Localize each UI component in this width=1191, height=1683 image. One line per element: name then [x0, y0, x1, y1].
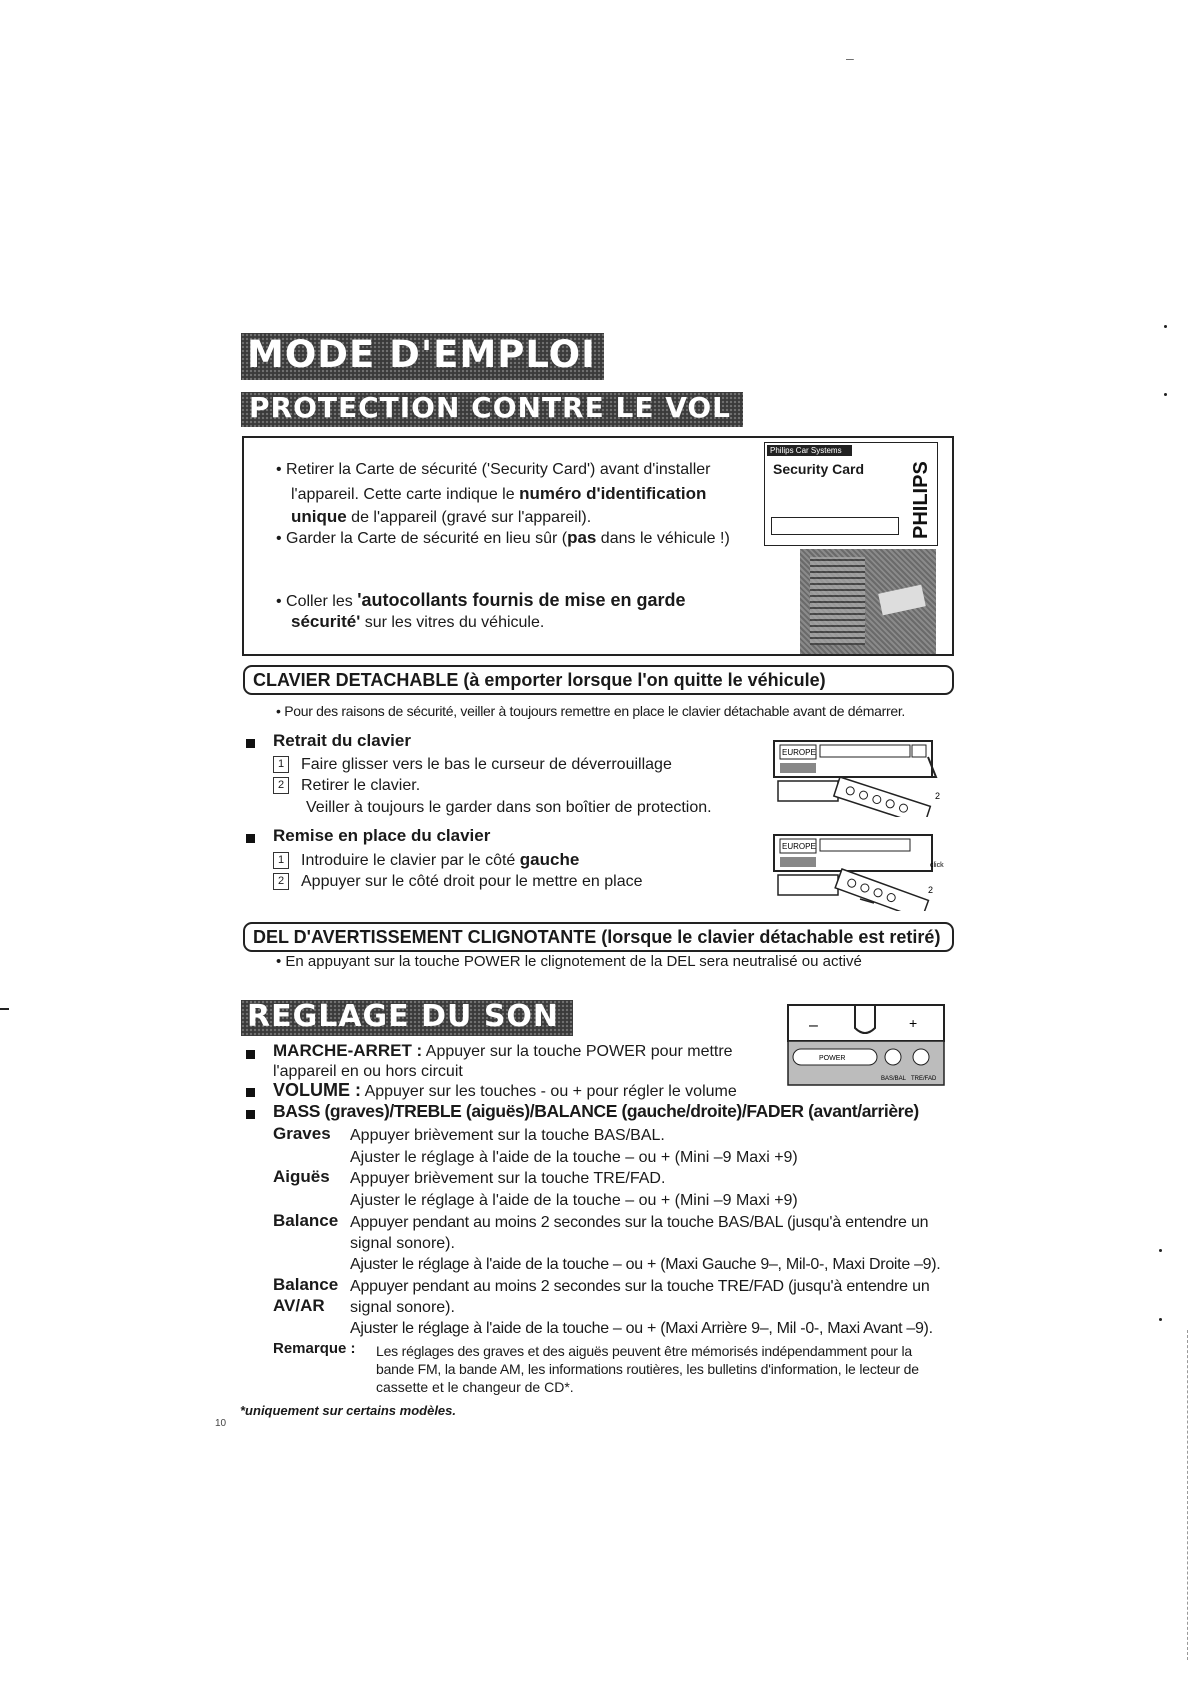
bullet-square	[246, 1088, 255, 1097]
volume-text: Appuyer sur les touches - ou + pour régler le volume	[361, 1083, 737, 1100]
volume	[273, 1080, 737, 1102]
balance-avar-label-1: Balance	[273, 1275, 339, 1294]
bullet-square	[246, 739, 255, 748]
remise-title: Remise en place du clavier	[273, 826, 491, 845]
scan-speck	[1159, 1249, 1162, 1252]
graves-line-1: Appuyer brièvement sur la touche BAS/BAL.	[350, 1127, 665, 1144]
protection-heading: PROTECTION CONTRE LE VOL	[241, 392, 743, 427]
protection-text: • Coller les	[276, 593, 358, 610]
son-heading: REGLAGE DU SON	[241, 1000, 573, 1036]
protection-bullet-1-line2	[291, 483, 706, 505]
footnote: *uniquement sur certains modèles.	[240, 1403, 457, 1418]
remarque-line-2: bande FM, la bande AM, les informations routières, les bulletins d'information, le lecteur de	[376, 1361, 919, 1377]
radio-removal-illustration	[770, 737, 946, 817]
remarque-line-3: cassette et le changeur de CD*.	[376, 1379, 574, 1395]
svg-text:EUROPE: EUROPE	[782, 842, 816, 851]
protection-text: dans le véhicule !)	[596, 530, 730, 547]
security-card-illustration	[764, 442, 938, 546]
marche-label: MARCHE-ARRET :	[273, 1041, 423, 1060]
radio-insert-illustration	[770, 831, 946, 911]
clavier-heading: CLAVIER DETACHABLE (à emporter lorsque l'on quitte le véhicule)	[243, 665, 954, 695]
step-text: Retirer le clavier.	[301, 777, 421, 794]
protection-bold-text: numéro d'identification	[519, 484, 707, 503]
remarque-line-1: Les réglages des graves et des aiguës peuvent être mémorisés indépendamment pour la	[376, 1343, 912, 1359]
protection-bold-text: unique	[291, 507, 347, 526]
step-number: 1	[273, 852, 289, 869]
remarque-label: Remarque :	[273, 1340, 356, 1357]
graves-label: Graves	[273, 1124, 331, 1143]
protection-text: sur les vitres du véhicule.	[360, 614, 545, 631]
del-heading: DEL D'AVERTISSEMENT CLIGNOTANTE (lorsque le clavier détachable est retiré)	[243, 922, 954, 952]
bullet-square	[246, 1110, 255, 1119]
svg-text:click: click	[930, 862, 944, 869]
marche-arret	[273, 1040, 733, 1062]
step-number: 1	[273, 756, 289, 773]
svg-text:2: 2	[928, 885, 934, 895]
protection-bold-text: pas	[567, 528, 597, 547]
clavier-note: • Pour des raisons de sécurité, veiller à toujours remettre en place le clavier détachable avant de démarrer.	[276, 703, 905, 719]
protection-text: de l'appareil (gravé sur l'appareil).	[346, 509, 592, 526]
svg-text:TRE/FAD: TRE/FAD	[911, 1076, 937, 1082]
protection-bullet-2	[276, 527, 730, 549]
aigues-label: Aiguës	[273, 1167, 330, 1186]
marche-text: Appuyer sur la touche POWER pour mettre	[422, 1043, 733, 1060]
scan-speck	[1159, 1318, 1162, 1321]
step-text: Introduire le clavier par le côté	[301, 852, 520, 869]
step-text: Appuyer sur le côté droit pour le mettre en place	[301, 873, 643, 890]
step-number: 2	[273, 777, 289, 794]
volume-label: VOLUME :	[273, 1080, 361, 1100]
control-panel-illustration	[785, 1002, 947, 1088]
card-id-field	[771, 517, 899, 535]
protection-bold-text: 'autocollants fournis de mise en garde	[357, 590, 686, 610]
page-number: 10	[215, 1418, 227, 1429]
scan-speck	[1164, 393, 1167, 396]
step-text: Faire glisser vers le bas le curseur de déverrouillage	[301, 756, 672, 773]
card-title: Security Card	[773, 461, 865, 477]
protection-bullet-3	[276, 590, 686, 612]
balance-avar-line-2: Ajuster le réglage à l'aide de la touche – ou + (Maxi Arrière 9–, Mil -0-, Maxi Avant –9).	[350, 1320, 933, 1337]
balance-line-1b: signal sonore).	[350, 1235, 455, 1252]
balance-line-1: Appuyer pendant au moins 2 secondes sur la touche BAS/BAL (jusqu'à entendre un	[350, 1214, 929, 1231]
aigues-line-2: Ajuster le réglage à l'aide de la touche – ou + (Mini –9 Maxi +9)	[350, 1192, 798, 1209]
svg-text:2: 2	[935, 791, 941, 801]
protection-bold-text: sécurité'	[291, 612, 361, 631]
bullet-square	[246, 1050, 255, 1059]
protection-text: l'appareil. Cette carte indique le	[291, 486, 520, 503]
svg-text:+: +	[909, 1015, 918, 1031]
card-tag: Philips Car Systems	[767, 445, 852, 456]
scan-mark	[0, 1008, 9, 1010]
balance-line-2: Ajuster le réglage à l'aide de la touche – ou + (Maxi Gauche 9–, Mil-0-, Maxi Droite –9).	[350, 1256, 941, 1273]
warning-stickers-illustration	[800, 549, 936, 654]
remise-step-1	[273, 849, 579, 871]
svg-text:PHILIPS: PHILIPS	[910, 461, 932, 539]
svg-text:–: –	[809, 1017, 818, 1034]
bass-heading: BASS (graves)/TREBLE (aiguës)/BALANCE (gauche/droite)/FADER (avant/arrière)	[273, 1101, 919, 1121]
step-bold-text: gauche	[519, 850, 580, 869]
scan-speck	[1164, 325, 1167, 328]
marche-arret-line2: l'appareil en ou hors circuit	[273, 1063, 463, 1080]
balance-avar-line-1: Appuyer pendant au moins 2 secondes sur la touche TRE/FAD (jusqu'à entendre un	[350, 1278, 930, 1295]
protection-bullet-3-line2	[291, 611, 544, 633]
svg-text:POWER: POWER	[819, 1055, 846, 1062]
step-number: 2	[273, 873, 289, 890]
svg-text:EUROPE: EUROPE	[782, 748, 816, 757]
retrait-extra: Veiller à toujours le garder dans son boîtier de protection.	[306, 799, 712, 816]
retrait-step-1	[273, 754, 672, 775]
top-mark: –	[846, 50, 854, 66]
del-text: • En appuyant sur la touche POWER le clignotement de la DEL sera neutralisé ou activé	[276, 953, 862, 970]
svg-text:BAS/BAL: BAS/BAL	[881, 1076, 907, 1082]
retrait-step-2	[273, 775, 420, 796]
graves-line-2: Ajuster le réglage à l'aide de la touche – ou + (Mini –9 Maxi +9)	[350, 1149, 798, 1166]
page-title: MODE D'EMPLOI	[241, 333, 604, 380]
protection-text: • Garder la Carte de sécurité en lieu sûr (	[276, 530, 568, 547]
protection-bullet-1-line3	[291, 506, 591, 528]
philips-logo	[907, 449, 933, 541]
bullet-square	[246, 834, 255, 843]
retrait-title: Retrait du clavier	[273, 731, 411, 750]
balance-avar-label-2: AV/AR	[273, 1296, 325, 1315]
balance-label: Balance	[273, 1211, 339, 1230]
balance-avar-line-1b: signal sonore).	[350, 1299, 455, 1316]
scan-edge	[1187, 1330, 1189, 1660]
remise-step-2	[273, 871, 643, 892]
aigues-line-1: Appuyer brièvement sur la touche TRE/FAD.	[350, 1170, 666, 1187]
protection-bullet-1: • Retirer la Carte de sécurité ('Security Card') avant d'installer	[276, 461, 711, 478]
